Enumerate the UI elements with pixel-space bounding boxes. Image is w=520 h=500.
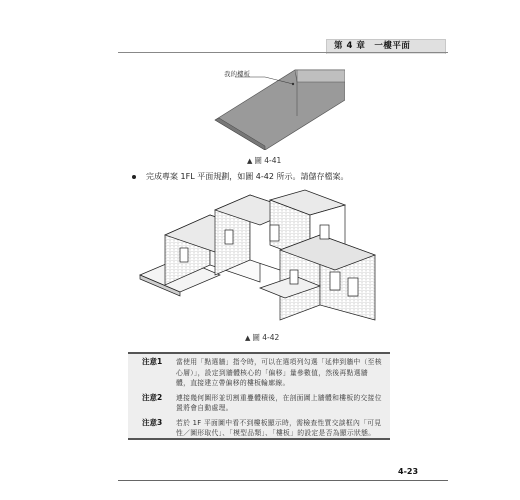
- bullet-text: 完成專案 1FL 平面規劃，如圖 4-42 所示。請儲存檔案。: [146, 172, 349, 181]
- up-arrow-icon: ▲: [247, 157, 253, 165]
- footer-rule: [118, 480, 448, 481]
- note-label: 注意3: [142, 417, 163, 427]
- bullet-icon: [132, 175, 136, 179]
- note-text: 若於 1F 平面圖中看不到樓板顯示時，需檢查性質交談框內「可見性／圖形取代」、「模型品類」、「樓板」的設定是否為顯示狀態。: [176, 418, 382, 437]
- note-text: 當使用「點選牆」指令時，可以在選項列勾選「延伸到牆中（至核心層）」，設定到牆體核心的「偏移」量參數值，然後再點選牆體，直接建立帶偏移的樓板輪廓線。: [176, 358, 382, 387]
- note-item: [142, 393, 382, 414]
- header-rule: [118, 52, 448, 53]
- caption-text: 圖 4-42: [252, 333, 280, 342]
- note-label: 注意1: [142, 357, 163, 366]
- figure-4-41-caption: [247, 156, 281, 166]
- figure-4-42-caption: [245, 333, 279, 343]
- figure-1-label: 我的樓板: [224, 70, 250, 78]
- notes-box: [128, 352, 390, 440]
- note-item: [142, 357, 382, 389]
- note-item: [142, 418, 382, 439]
- page-number: 4-23: [398, 467, 419, 476]
- note-label: 注意2: [142, 392, 163, 402]
- chapter-title: 第 4 章 一樓平面: [334, 41, 411, 51]
- caption-text: 圖 4-41: [254, 156, 282, 165]
- up-arrow-icon: ▲: [245, 334, 251, 342]
- note-text: 連接幾何圖形並切割重疊體積後，在剖面圖上牆體和樓板的交接位置將會自動處理。: [176, 393, 382, 412]
- figure-4-42-house-model: [120, 180, 405, 330]
